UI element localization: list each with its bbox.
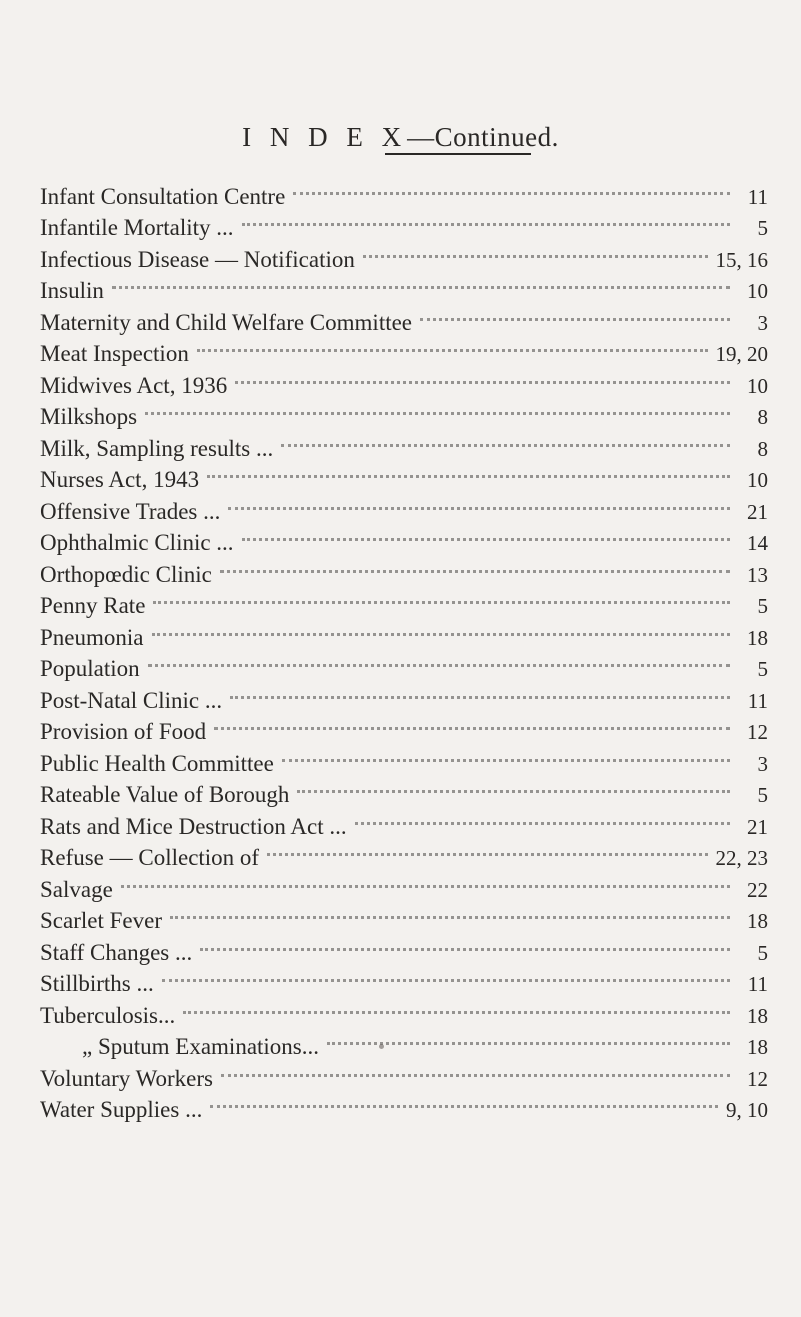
entry-label: Penny Rate — [40, 593, 146, 618]
index-entry — [40, 676, 768, 713]
index-entry-list — [40, 172, 768, 1122]
entry-page-number: 14 — [747, 531, 768, 555]
entry-label: Meat Inspection — [40, 341, 189, 366]
entry-label: Voluntary Workers — [40, 1065, 213, 1091]
entry-page-number: 22 — [747, 877, 768, 902]
dot-leader — [282, 739, 730, 771]
entry-page-number: 13 — [747, 562, 768, 587]
heading-index-word: I N D E X — [242, 122, 408, 152]
index-entry — [40, 424, 768, 461]
dot-leader — [293, 172, 730, 204]
entry-label: Milk, Sampling results ... — [40, 435, 274, 461]
entry-page-number: 18 — [747, 909, 768, 933]
entry-label: Stillbirths ... — [40, 971, 154, 996]
page-heading — [0, 122, 801, 153]
entry-label: Rateable Value of Borough — [40, 782, 290, 807]
entry-label: Insulin — [40, 278, 104, 303]
entry-label: Infant Consultation Centre — [40, 183, 286, 209]
dot-leader — [242, 204, 730, 236]
index-entry — [40, 645, 768, 681]
entry-label: Midwives Act, 1936 — [40, 372, 228, 398]
dot-leader — [210, 1086, 718, 1118]
entry-label: Rats and Mice Destruction Act ... — [40, 813, 347, 839]
entry-label: „ Sputum Examinations... — [82, 1034, 320, 1059]
entry-page-number: 19, 20 — [715, 342, 768, 366]
dot-leader — [297, 771, 730, 803]
dot-leader — [221, 1054, 730, 1086]
entry-label: Staff Changes ... — [40, 939, 193, 965]
entry-page-number: 5 — [757, 940, 768, 965]
entry-page-number: 18 — [747, 1003, 768, 1028]
index-entry — [40, 865, 768, 902]
entry-page-number: 11 — [747, 184, 768, 209]
index-entry — [40, 172, 768, 209]
dot-leader — [214, 708, 730, 740]
dot-leader — [355, 802, 730, 834]
entry-page-number: 5 — [757, 594, 768, 618]
entry-page-number: 3 — [757, 751, 768, 776]
entry-page-number: 5 — [757, 783, 768, 807]
entry-label: Infectious Disease — Notification — [40, 246, 355, 272]
entry-page-number: 12 — [747, 1066, 768, 1091]
dot-leader — [281, 424, 730, 456]
index-entry — [40, 267, 768, 303]
entry-label: Nurses Act, 1943 — [40, 467, 200, 492]
entry-label: Offensive Trades ... — [40, 498, 221, 524]
entry-label: Tuberculosis... — [40, 1002, 176, 1028]
entry-page-number: 10 — [747, 373, 768, 398]
index-entry — [40, 298, 768, 335]
ink-spot — [379, 1044, 384, 1049]
dot-leader — [220, 550, 730, 582]
dot-leader — [153, 582, 730, 614]
entry-page-number: 10 — [747, 468, 768, 492]
entry-page-number: 10 — [747, 279, 768, 303]
entry-label: Milkshops — [40, 404, 138, 429]
dot-leader — [183, 991, 730, 1023]
dot-leader — [267, 834, 707, 866]
entry-label: Population — [40, 656, 140, 681]
dot-leader — [148, 645, 730, 677]
dot-leader — [170, 897, 730, 929]
entry-label: Provision of Food — [40, 719, 207, 744]
entry-label: Post-Natal Clinic ... — [40, 687, 223, 713]
dot-leader — [327, 1023, 730, 1055]
entry-page-number: 8 — [757, 405, 768, 429]
entry-page-number: 15, 16 — [715, 247, 768, 272]
entry-page-number: 5 — [757, 657, 768, 681]
dot-leader — [112, 267, 730, 299]
entry-label: Water Supplies ... — [40, 1097, 203, 1122]
entry-label: Salvage — [40, 876, 113, 902]
entry-label: Public Health Committee — [40, 750, 274, 776]
entry-page-number: 9, 10 — [726, 1098, 768, 1122]
dot-leader — [235, 361, 730, 393]
entry-label: Refuse — Collection of — [40, 845, 260, 870]
entry-page-number: 11 — [747, 972, 768, 996]
dot-leader — [162, 960, 730, 992]
entry-page-number: 21 — [747, 499, 768, 524]
dot-leader — [242, 519, 730, 551]
entry-page-number: 3 — [757, 310, 768, 335]
entry-label: Orthopœdic Clinic — [40, 561, 212, 587]
heading-continued: —Continued. — [407, 122, 559, 152]
entry-label: Maternity and Child Welfare Committee — [40, 309, 413, 335]
entry-page-number: 12 — [747, 720, 768, 744]
entry-label: Pneumonia — [40, 624, 144, 650]
dot-leader — [200, 928, 730, 960]
dot-leader — [145, 393, 730, 425]
dot-leader — [197, 330, 708, 362]
entry-page-number: 18 — [747, 1035, 768, 1059]
dot-leader — [207, 456, 730, 488]
entry-label: Ophthalmic Clinic ... — [40, 530, 234, 555]
index-entry — [40, 613, 768, 650]
entry-label: Infantile Mortality ... — [40, 215, 234, 240]
index-entry — [40, 897, 768, 933]
entry-page-number: 11 — [747, 688, 768, 713]
heading-underline — [385, 153, 531, 155]
dot-leader — [121, 865, 730, 897]
dot-leader — [363, 235, 708, 267]
index-entry — [40, 393, 768, 429]
entry-label: Scarlet Fever — [40, 908, 162, 933]
entry-page-number: 8 — [757, 436, 768, 461]
dot-leader — [420, 298, 730, 330]
entry-page-number: 18 — [747, 625, 768, 650]
dot-leader — [228, 487, 730, 519]
dot-leader — [152, 613, 731, 645]
dot-leader — [230, 676, 730, 708]
entry-page-number: 5 — [757, 216, 768, 240]
entry-page-number: 22, 23 — [715, 846, 768, 870]
entry-page-number: 21 — [747, 814, 768, 839]
